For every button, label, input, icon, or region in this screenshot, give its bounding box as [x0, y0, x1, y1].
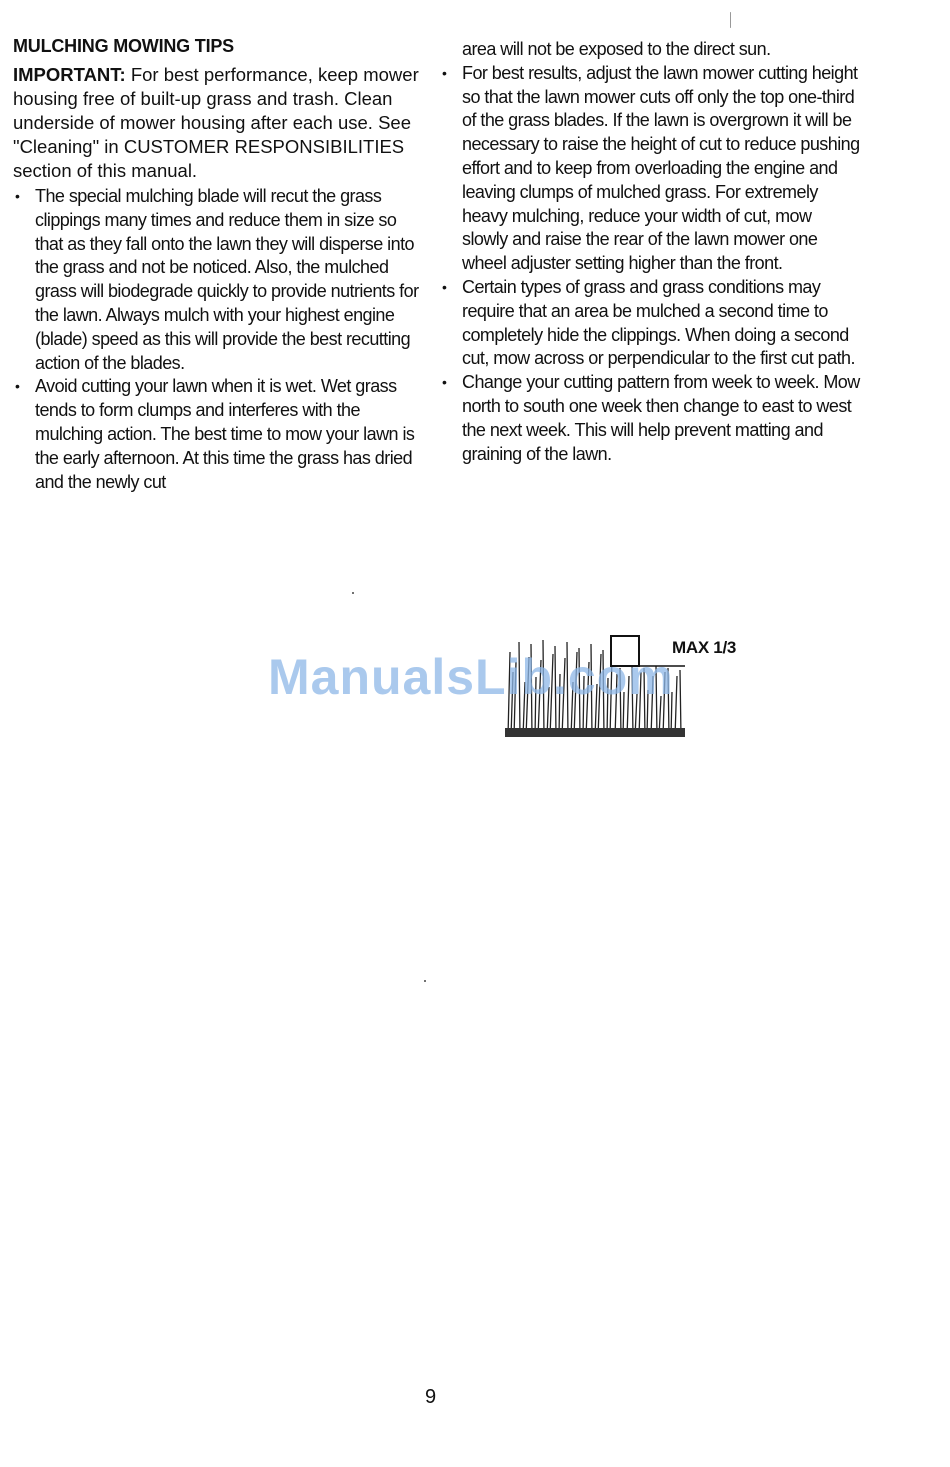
bullet-icon: •	[15, 188, 20, 204]
important-lead: IMPORTANT:	[13, 64, 126, 85]
left-column	[13, 36, 425, 494]
left-bullet-list	[13, 185, 425, 494]
bullet-icon: •	[15, 378, 20, 395]
important-note	[13, 63, 425, 183]
scan-speck	[730, 12, 731, 28]
section-heading: MULCHING MOWING TIPS	[13, 36, 234, 56]
list-item	[13, 375, 425, 494]
list-item-text: Change your cutting pattern from week to week. Mow north to south one week then change to east to west the next week. This will help prevent matting and graining of the lawn.	[462, 372, 860, 464]
list-item	[13, 185, 425, 375]
list-item-text: Certain types of grass and grass conditions may require that an area be mulched a second time to completely hide the clippings. When doing a second cut, mow across or perpendicular to the first cut path.	[462, 276, 855, 369]
list-item-text: The special mulching blade will recut the grass clippings many times and reduce them in size so that as they fall onto the lawn they will disperse into the grass and not be noticed. Also, the mulched grass will biodegrade quickly to provide nutrients for the lawn. Always mulch with your highest engine (blade) speed as this will provide the best recutting action of the blades.	[35, 186, 419, 373]
scan-speck	[424, 980, 426, 982]
scan-speck	[352, 592, 354, 594]
page-number: 9	[425, 1386, 437, 1408]
continued-text: area will not be exposed to the direct sun.	[462, 39, 771, 59]
list-item	[440, 62, 860, 276]
right-bullet-list	[440, 62, 860, 467]
right-column	[440, 38, 860, 466]
list-item-text: Avoid cutting your lawn when it is wet. Wet grass tends to form clumps and interferes with the mulching action. The best time to mow your lawn is the early afternoon. At this time the grass has dried and the newly cut	[35, 376, 415, 492]
bullet-icon: •	[442, 278, 447, 295]
max-cut-label: MAX 1/3	[672, 638, 737, 657]
bullet-icon: •	[442, 64, 447, 81]
watermark: ManualsLib.com	[268, 649, 674, 705]
list-item	[440, 276, 860, 371]
list-item	[440, 371, 860, 466]
list-item-text: For best results, adjust the lawn mower cutting height so that the lawn mower cuts off only the top one-third of the grass blades. If the lawn is overgrown it will be necessary to raise the height of cut to reduce pushing effort and to keep from overloading the engine and leaving clumps of mulched grass. For extremely heavy mulching, reduce your width of cut, mow slowly and raise the rear of the lawn mower one wheel adjuster setting higher than the front.	[462, 62, 860, 274]
important-text: For best performance, keep mower housing free of built-up grass and trash. Clean underside of mower housing after each use. See "Cleaning" in CUSTOMER RESPONSIBILITIES section of this manual.	[13, 64, 419, 181]
bullet-icon: •	[442, 374, 447, 391]
